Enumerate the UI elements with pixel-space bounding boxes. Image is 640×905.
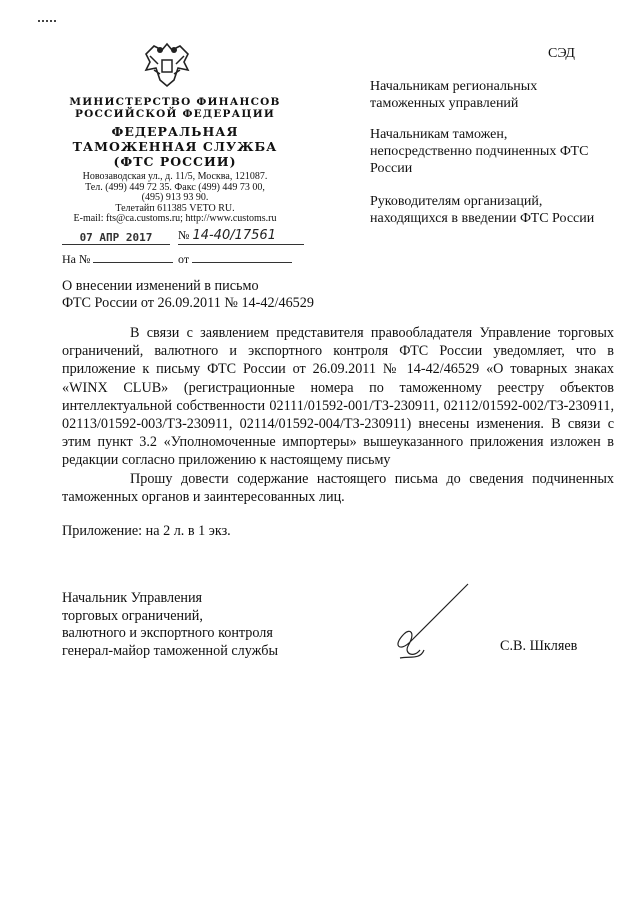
date-stamp: 07 АПР 2017 bbox=[79, 231, 153, 244]
address-line: (495) 913 93 90. bbox=[141, 192, 209, 203]
letter-number: 14-40/17561 bbox=[192, 228, 276, 243]
service-name bbox=[55, 124, 295, 169]
position-line: Начальник Управления bbox=[62, 590, 203, 606]
number-field bbox=[178, 228, 304, 245]
address-block bbox=[55, 172, 295, 225]
reply-to-blank bbox=[93, 250, 173, 263]
ministry-name bbox=[55, 96, 295, 120]
from-blank bbox=[192, 250, 292, 263]
ministry-line: МИНИСТЕРСТВО ФИНАНСОВ bbox=[69, 96, 281, 108]
body-paragraph: Прошу довести содержание настоящего письма до сведения подчиненных таможенных органов и заинтересованных лиц. bbox=[62, 471, 614, 506]
attachment-note: Приложение: на 2 л. в 1 экз. bbox=[62, 523, 231, 539]
subject-line: О внесении изменений в письмо bbox=[62, 278, 259, 294]
handwritten-signature bbox=[380, 580, 480, 675]
address-line: Телетайп 611385 VETO RU. bbox=[115, 202, 235, 214]
address-line: Тел. (499) 449 72 35. Факс (499) 449 73 00, bbox=[85, 181, 265, 193]
subject-line: ФТС России от 26.09.2011 № 14-42/46529 bbox=[62, 295, 314, 311]
signatory-position bbox=[62, 590, 278, 660]
service-line: (ФТС РОССИИ) bbox=[113, 154, 237, 169]
recipient: Начальникам таможен, непосредственно подчиненных ФТС России bbox=[370, 127, 589, 176]
recipient: Руководителям организаций, находящихся в введении ФТС России bbox=[370, 194, 595, 226]
position-line: торговых ограничений, bbox=[62, 607, 203, 624]
coat-of-arms-emblem bbox=[140, 40, 194, 90]
reply-to-field bbox=[62, 250, 173, 267]
ministry-line: РОССИЙСКОЙ ФЕДЕРАЦИИ bbox=[75, 108, 275, 120]
address-line: E-mail: fts@ca.customs.ru; http://www.customs.ru bbox=[73, 213, 277, 224]
from-label: от bbox=[178, 252, 190, 266]
service-line: ТАМОЖЕННАЯ СЛУЖБА bbox=[72, 139, 278, 154]
reply-date-field bbox=[178, 250, 292, 267]
service-line: ФЕДЕРАЛЬНАЯ bbox=[111, 124, 239, 139]
signatory-name: С.В. Шкляев bbox=[500, 638, 578, 654]
date-field bbox=[62, 228, 170, 245]
body-paragraph: В связи с заявлением представителя правообладателя Управление торговых ограничений, валютного и экспортного контроля ФТС России уведомляет, что в приложение к письму ФТС России от 26.09.2011 № 14-42/46529 «О товарных знаках «WINX CLUB» (регистрационные номера по таможенному реестру объектов интеллектуальной собственности 02111/01592-001/ТЗ-230911, 02112/01592-002/ТЗ-230911, 02113/01592-003/ТЗ-230911, 02114/01592-004/ТЗ-230911) внесены изменения. В связи с этим пункт 3.2 «Уполномоченные импортеры» вышеуказанного приложения изложен в редакции согласно приложению к настоящему письму bbox=[62, 325, 614, 469]
recipient: Начальникам региональных таможенных управлений bbox=[370, 79, 538, 111]
scan-mark bbox=[38, 20, 56, 25]
reply-to-label: На № bbox=[62, 252, 91, 266]
number-label: № bbox=[178, 228, 190, 242]
position-line: генерал-майор таможенной службы bbox=[62, 642, 279, 659]
position-line: валютного и экспортного контроля bbox=[62, 625, 273, 641]
subject bbox=[62, 278, 314, 312]
address-line: Новозаводская ул., д. 11/5, Москва, 121087. bbox=[82, 171, 268, 182]
sed-mark: СЭД bbox=[548, 46, 575, 61]
